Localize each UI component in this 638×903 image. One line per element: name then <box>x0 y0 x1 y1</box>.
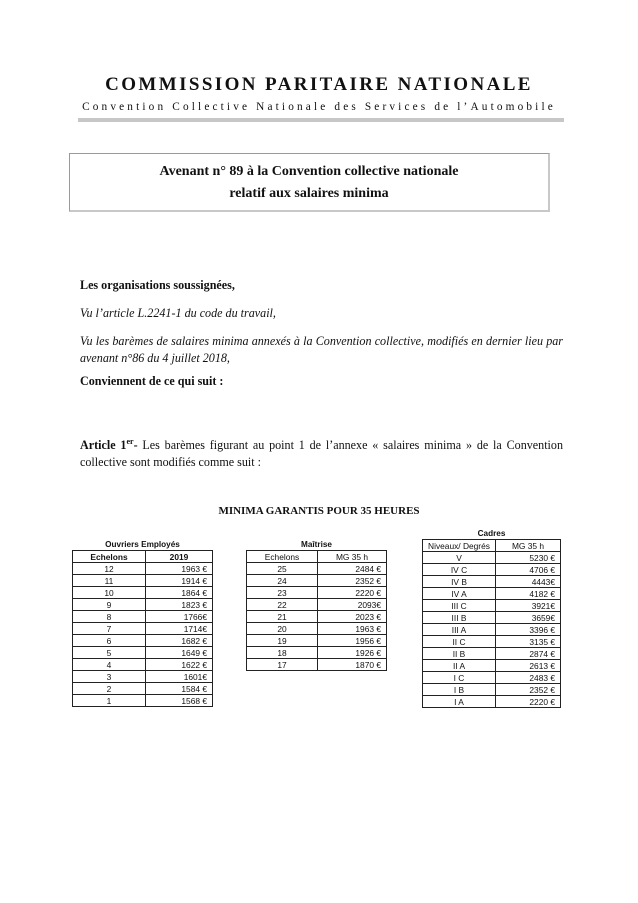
table-cell: IV B <box>423 576 496 588</box>
table-cell: 1601€ <box>146 671 213 683</box>
table-cell: III B <box>423 612 496 624</box>
organisations-paragraph: Les organisations soussignées, <box>80 278 235 292</box>
table-row <box>423 612 561 624</box>
column-header: MG 35 h <box>496 540 561 552</box>
table-cell: II C <box>423 636 496 648</box>
table-row <box>73 683 213 695</box>
table-cell: 1682 € <box>146 635 213 647</box>
ouvriers-table-caption: Ouvriers Employés <box>105 540 180 549</box>
table-cell: 4 <box>73 659 146 671</box>
table-cell: 2352 € <box>496 684 561 696</box>
table-cell: 1963 € <box>318 623 387 635</box>
table-row <box>247 611 387 623</box>
table-cell: III A <box>423 624 496 636</box>
table-row <box>423 600 561 612</box>
table-cell: 19 <box>247 635 318 647</box>
table-cell: 1584 € <box>146 683 213 695</box>
table-row <box>423 648 561 660</box>
table-row <box>247 623 387 635</box>
table-row <box>423 660 561 672</box>
table-row <box>73 599 213 611</box>
table-cell: 23 <box>247 587 318 599</box>
table-row <box>423 696 561 708</box>
table-cell: 2220 € <box>496 696 561 708</box>
maitrise-table-block <box>246 539 387 671</box>
table-cell: 1870 € <box>318 659 387 671</box>
table-row <box>73 575 213 587</box>
table-cell: 22 <box>247 599 318 611</box>
table-row <box>247 647 387 659</box>
table-cell: 2352 € <box>318 575 387 587</box>
table-cell: 2093€ <box>318 599 387 611</box>
conviennent-paragraph: Conviennent de ce qui suit : <box>80 374 224 388</box>
table-cell: 3659€ <box>496 612 561 624</box>
table-row <box>423 588 561 600</box>
cadres-table <box>422 539 561 708</box>
article-1-paragraph <box>80 437 563 471</box>
table-cell: 5230 € <box>496 552 561 564</box>
table-row <box>423 684 561 696</box>
vu-article-paragraph: Vu l’article L.2241-1 du code du travail, <box>80 306 276 320</box>
table-row <box>73 695 213 707</box>
avenant-title-line2: relatif aux salaires minima <box>229 186 389 201</box>
table-cell: 8 <box>73 611 146 623</box>
table-header-row <box>423 540 561 552</box>
table-cell: 2484 € <box>318 563 387 575</box>
table-row <box>247 587 387 599</box>
column-header: Echelons <box>73 551 146 563</box>
table-cell: 1864 € <box>146 587 213 599</box>
table-cell: 2220 € <box>318 587 387 599</box>
table-cell: 11 <box>73 575 146 587</box>
article-dash: - <box>133 438 138 452</box>
table-cell: 1926 € <box>318 647 387 659</box>
table-cell: 4182 € <box>496 588 561 600</box>
table-row <box>423 636 561 648</box>
table-row <box>73 611 213 623</box>
table-cell: 6 <box>73 635 146 647</box>
table-row <box>73 623 213 635</box>
table-cell: 1963 € <box>146 563 213 575</box>
table-cell: 5 <box>73 647 146 659</box>
document-header <box>0 74 638 113</box>
table-cell: 3 <box>73 671 146 683</box>
table-header-row <box>247 551 387 563</box>
table-row <box>423 576 561 588</box>
organisation-title: COMMISSION PARITAIRE NATIONALE <box>105 74 533 95</box>
article-text: Les barèmes figurant au point 1 de l’annexe « salaires minima » de la Convention collective sont modifiés comme suit : <box>80 438 564 469</box>
table-cell: 25 <box>247 563 318 575</box>
column-header: Niveaux/ Degrés <box>423 540 496 552</box>
header-divider <box>78 118 564 122</box>
column-header: MG 35 h <box>318 551 387 563</box>
table-cell: III C <box>423 600 496 612</box>
table-row <box>423 564 561 576</box>
table-row <box>423 624 561 636</box>
table-cell: 3921€ <box>496 600 561 612</box>
column-header: 2019 <box>146 551 213 563</box>
table-cell: II B <box>423 648 496 660</box>
table-cell: 10 <box>73 587 146 599</box>
maitrise-table <box>246 550 387 671</box>
table-row <box>73 587 213 599</box>
maitrise-table-caption: Maîtrise <box>301 540 332 549</box>
table-cell: 2613 € <box>496 660 561 672</box>
table-row <box>73 659 213 671</box>
table-cell: 1714€ <box>146 623 213 635</box>
table-row <box>73 635 213 647</box>
table-cell: I C <box>423 672 496 684</box>
table-row <box>247 659 387 671</box>
cadres-table-caption: Cadres <box>477 529 506 538</box>
table-row <box>247 635 387 647</box>
column-header: Echelons <box>247 551 318 563</box>
table-row <box>247 563 387 575</box>
table-cell: 2874 € <box>496 648 561 660</box>
table-cell: 21 <box>247 611 318 623</box>
table-cell: 18 <box>247 647 318 659</box>
table-row <box>423 552 561 564</box>
table-row <box>247 575 387 587</box>
table-cell: 1649 € <box>146 647 213 659</box>
table-cell: 1622 € <box>146 659 213 671</box>
table-cell: 1956 € <box>318 635 387 647</box>
table-cell: I B <box>423 684 496 696</box>
minima-title: MINIMA GARANTIS POUR 35 HEURES <box>218 505 420 517</box>
table-cell: 20 <box>247 623 318 635</box>
table-row <box>73 563 213 575</box>
table-cell: II A <box>423 660 496 672</box>
article-label: Article 1 <box>80 438 127 452</box>
table-cell: 4706 € <box>496 564 561 576</box>
table-row <box>73 647 213 659</box>
cadres-table-block <box>422 528 561 708</box>
table-cell: 3135 € <box>496 636 561 648</box>
table-cell: 9 <box>73 599 146 611</box>
table-cell: 1914 € <box>146 575 213 587</box>
table-cell: I A <box>423 696 496 708</box>
table-cell: V <box>423 552 496 564</box>
table-cell: IV A <box>423 588 496 600</box>
table-cell: IV C <box>423 564 496 576</box>
table-row <box>247 599 387 611</box>
table-cell: 3396 € <box>496 624 561 636</box>
table-cell: 17 <box>247 659 318 671</box>
table-cell: 1766€ <box>146 611 213 623</box>
table-cell: 2 <box>73 683 146 695</box>
convention-subtitle: Convention Collective Nationale des Services de l’Automobile <box>82 101 556 113</box>
ouvriers-table-block <box>72 539 213 707</box>
table-row <box>73 671 213 683</box>
table-cell: 4443€ <box>496 576 561 588</box>
ouvriers-table <box>72 550 213 707</box>
article-superscript: er <box>126 436 134 446</box>
table-cell: 7 <box>73 623 146 635</box>
table-header-row <box>73 551 213 563</box>
table-cell: 1568 € <box>146 695 213 707</box>
avenant-title-line1: Avenant n° 89 à la Convention collective nationale <box>159 164 459 179</box>
table-cell: 2023 € <box>318 611 387 623</box>
table-row <box>423 672 561 684</box>
table-cell: 24 <box>247 575 318 587</box>
table-cell: 12 <box>73 563 146 575</box>
vu-baremes-paragraph: Vu les barèmes de salaires minima annexés à la Convention collective, modifiés en dernier lieu par avenant n°86 du 4 juillet 2018, <box>80 334 563 365</box>
avenant-title-box <box>69 153 550 212</box>
table-cell: 2483 € <box>496 672 561 684</box>
table-cell: 1 <box>73 695 146 707</box>
table-cell: 1823 € <box>146 599 213 611</box>
